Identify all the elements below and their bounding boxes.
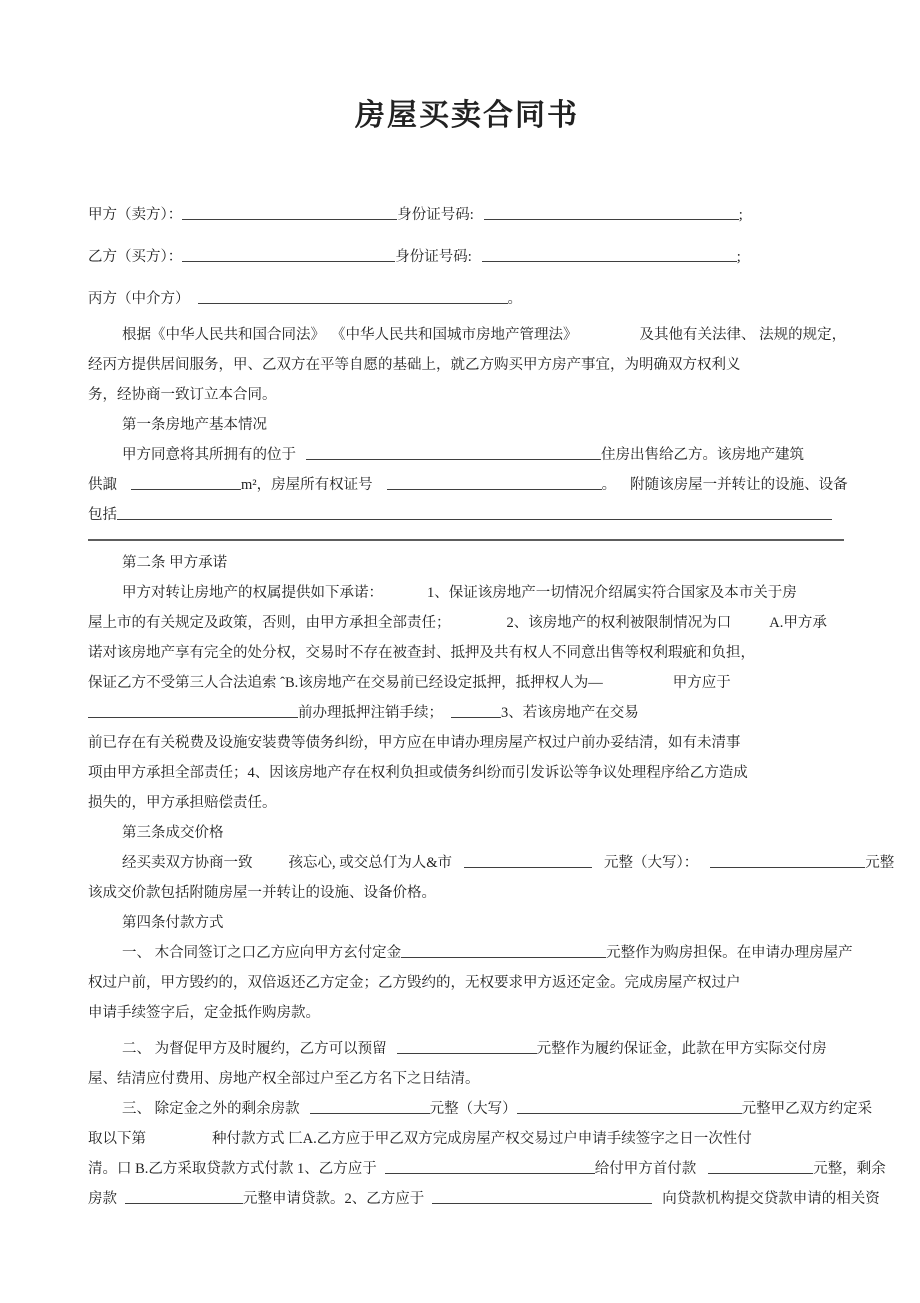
spacer [578, 338, 640, 339]
text-run: ; [736, 249, 741, 265]
fill-in-blank [310, 1099, 430, 1114]
text-run: 3、若该房地产在交易 [501, 705, 639, 721]
spacer [377, 1172, 385, 1173]
text-run: 供諏 [88, 477, 117, 493]
document-line [88, 1184, 880, 1214]
spacer [731, 626, 769, 627]
text-run: 第二条 甲方承诺 [122, 555, 228, 571]
document-line [88, 350, 846, 380]
text-run: ; [738, 207, 743, 223]
text-run: 给付甲方首付款 [594, 1161, 697, 1177]
spacer [117, 488, 131, 489]
document-line [88, 236, 846, 278]
fill-in-blank [131, 475, 241, 490]
text-run: 该成交价款包括附随房屋一并转让的设施、设备价格。 [88, 885, 436, 901]
spacer [424, 1202, 432, 1203]
fill-in-blank [464, 853, 592, 868]
document-line [88, 698, 846, 728]
fill-in-blank [182, 205, 397, 220]
fill-in-blank [397, 1039, 537, 1054]
document-line [88, 1064, 846, 1094]
text-run: 甲方应于 [672, 675, 731, 691]
text-run: 丙方（中介方） [88, 291, 190, 307]
text-run: 前办理抵押注销手续； [298, 705, 443, 721]
fill-in-blank [88, 703, 298, 718]
document-line [88, 470, 846, 500]
fill-in-blank [708, 1159, 813, 1174]
fill-in-blank [198, 289, 508, 304]
text-run: 。 [601, 477, 617, 493]
spacer [300, 1112, 310, 1113]
spacer [117, 1202, 125, 1203]
fill-in-blank [385, 1159, 595, 1174]
spacer [387, 1052, 397, 1053]
fill-in-blank [401, 943, 606, 958]
fill-in-blank [710, 853, 865, 868]
document-line [88, 818, 846, 848]
spacer [253, 866, 289, 867]
spacer [472, 260, 482, 261]
text-run: 损失的，甲方承担赔偿责任。 [88, 795, 277, 811]
text-run: 房款 [88, 1191, 117, 1207]
text-run: 1、保证该房地产一切情况介绍属实符合国家及本市关于房 [427, 585, 797, 601]
text-run: 身份证号码: [397, 207, 474, 223]
document-line [88, 548, 846, 578]
text-run: 甲方同意将其所拥有的位于 [122, 447, 296, 463]
document-line [88, 908, 846, 938]
spacer [696, 1172, 708, 1173]
text-run: 经丙方提供居间服务，甲、乙双方在平等自愿的基础上，就乙方购买甲方房产事宜，为明确双方权利义 [88, 357, 741, 373]
text-run: A.甲方承 [769, 615, 827, 631]
text-run: 保证乙方不受第三人合法追索 ˆB.该房地产在交易前已经设定抵押，抵押权人为— [88, 675, 603, 691]
text-run: 前已存在有关税费及设施安装费等债务纠纷，甲方应在申请办理房屋产权过户前办妥结清，如有未清事 [88, 735, 741, 751]
text-run: 向贷款机构提交贷款申请的相关资 [662, 1191, 880, 1207]
spacer [616, 488, 630, 489]
text-run: 种付款方式 匚A.乙方应于甲乙双方完成房屋产权交易过户申请手续签字之日一次性付 [212, 1131, 752, 1147]
document-line [88, 638, 846, 668]
section-divider [88, 539, 844, 541]
text-run: m²，房屋所有权证号 [241, 477, 373, 493]
text-run: 权过户前，甲方毁约的，双倍返还乙方定金；乙方毁约的，无权要求甲方返还定金。完成房屋产权过户 [88, 975, 741, 991]
text-run: 2、该房地产的权利被限制情况为口 [506, 615, 732, 631]
text-run: 屋上市的有关规定及政策，否则，由甲方承担全部责任； [88, 615, 451, 631]
document-line [88, 728, 846, 758]
text-run: 元整作为履约保证金，此款在甲方实际交付房 [536, 1041, 827, 1057]
text-run: 元整（大写） [429, 1101, 517, 1117]
text-run: 第四条付款方式 [122, 915, 224, 931]
text-run: 取以下第 [88, 1131, 146, 1147]
document-line [88, 500, 846, 530]
document-line [88, 668, 846, 698]
document-line [88, 878, 846, 908]
document-line [88, 788, 846, 818]
fill-in-blank [432, 1189, 652, 1204]
fill-in-blank [117, 505, 832, 520]
text-run: 甲方对转让房地产的权属提供如下承诺： [122, 585, 383, 601]
spacer [190, 302, 198, 303]
text-run: 元整 [865, 855, 895, 871]
text-run: 二、 为督促甲方及时履约，乙方可以预留 [122, 1041, 387, 1057]
spacer [474, 218, 484, 219]
fill-in-blank [387, 475, 602, 490]
text-run: 《中华人民共和国城市房地产管理法》 [331, 327, 578, 343]
document-line [88, 1094, 873, 1124]
spacer [383, 596, 427, 597]
text-run: 元整作为购房担保。在申请办理房屋产 [606, 945, 853, 961]
spacer [373, 488, 387, 489]
text-run: 申请手续签字后，定金抵作购房款。 [88, 1005, 320, 1021]
spacer [698, 866, 710, 867]
text-run: 诺对该房地产享有完全的处分权，交易时不存在被查封、抵押及共有权人不同意出售等权利瑕疵和负担， [88, 645, 755, 661]
text-run: 务，经协商一致订立本合同。 [88, 387, 277, 403]
fill-in-blank [451, 703, 501, 718]
text-run: 根据《中华人民共和国合同法》 [122, 327, 325, 343]
text-run: 孩忘心, 或交总仃为人&市 [288, 855, 453, 871]
document-line [88, 194, 846, 236]
document-line [88, 380, 846, 410]
fill-in-blank [182, 247, 395, 262]
text-run: 住房出售给乙方。该房地产建筑 [601, 447, 804, 463]
text-run: 身份证号码: [395, 249, 472, 265]
text-run: 第三条成交价格 [122, 825, 224, 841]
text-run: 第一条房地产基本情况 [122, 417, 267, 433]
document-line [88, 1034, 846, 1064]
fill-in-blank [125, 1189, 243, 1204]
spacer [146, 1142, 212, 1143]
spacer [592, 866, 604, 867]
text-run: 三、 除定金之外的剩余房款 [122, 1101, 300, 1117]
fill-in-blank [482, 247, 737, 262]
document-line [88, 1124, 846, 1154]
document-line [88, 968, 846, 998]
text-run: 经买卖双方协商一致 [122, 855, 253, 871]
document-body [88, 194, 895, 1214]
document-title: 房屋买卖合同书 [355, 99, 579, 132]
document-line [88, 938, 853, 968]
text-run: 一、 木合同签订之口乙方应向甲方玄付定金 [122, 945, 402, 961]
spacer [652, 1202, 662, 1203]
text-run: 元整甲乙双方约定采 [741, 1101, 873, 1117]
document-line [88, 1154, 886, 1184]
fill-in-blank [306, 445, 601, 460]
fill-in-blank [484, 205, 739, 220]
text-run: 包括 [88, 507, 117, 523]
spacer [452, 866, 464, 867]
spacer [603, 686, 673, 687]
text-run: 及其他有关法律、 法规的规定， [639, 327, 847, 343]
document-line [88, 410, 846, 440]
spacer [296, 458, 306, 459]
document-line [88, 578, 846, 608]
text-run: 清。口 B.乙方采取贷款方式付款 1、乙方应于 [88, 1161, 377, 1177]
document-line [88, 848, 895, 878]
document-line [88, 320, 846, 350]
text-run: 乙方（买方）： [88, 249, 183, 265]
fill-in-blank [517, 1099, 742, 1114]
document-line [88, 278, 846, 320]
text-run: 元整，剩余 [813, 1161, 886, 1177]
text-run: 。 [507, 291, 522, 307]
text-run: 甲方（卖方）： [88, 207, 183, 223]
document-line [88, 608, 846, 638]
document-line [88, 758, 846, 788]
spacer [451, 626, 507, 627]
text-run: 附随该房屋一并转让的设施、设备 [630, 477, 848, 493]
document-content [88, 0, 895, 1214]
text-run: 元整（大写）： [604, 855, 699, 871]
document-line [88, 440, 846, 470]
text-run: 屋、结清应付费用、房地产权全部过户至乙方名下之日结清。 [88, 1071, 480, 1087]
text-run: 元整申请贷款。2、乙方应于 [243, 1191, 425, 1207]
text-run: 项由甲方承担全部责任；4、因该房地产存在权利负担或债务纠纷而引发诉讼等争议处理程序给乙方造成 [88, 765, 748, 781]
document-line [88, 998, 846, 1028]
spacer [443, 716, 451, 717]
